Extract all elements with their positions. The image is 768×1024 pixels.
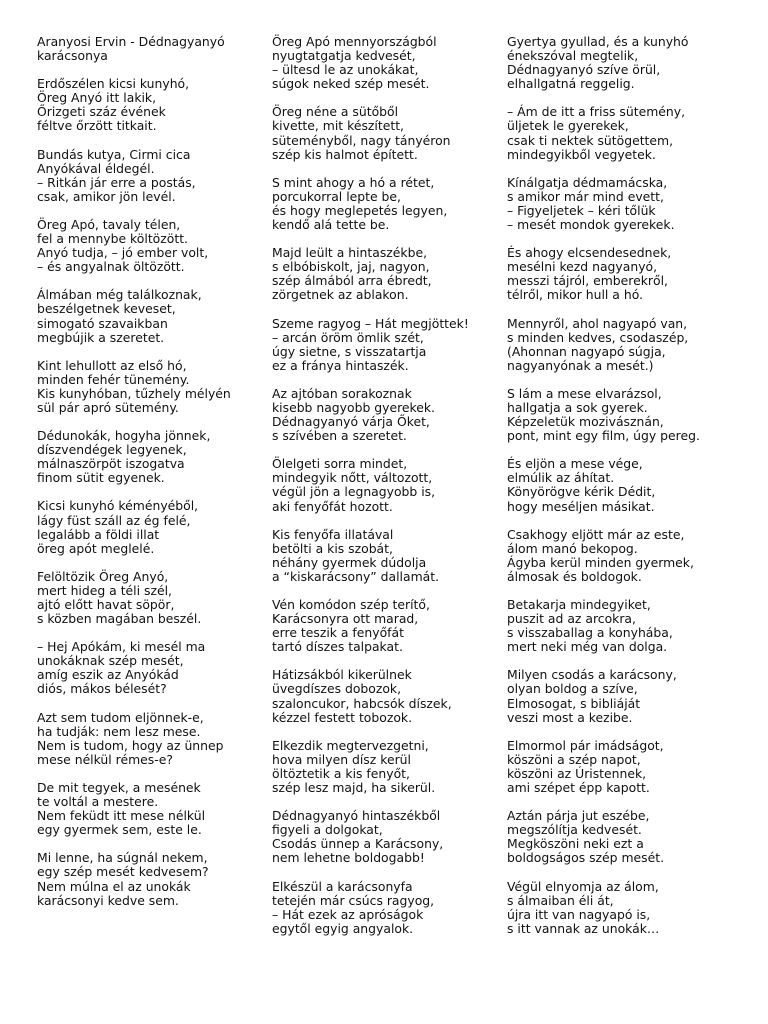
verse-line: minden fehér tünemény. [37, 371, 190, 387]
verse-line: Mennyről, ahol nagyapó van, [507, 315, 688, 331]
verse-line: puszit ad az arcokra, [507, 611, 636, 627]
verse-line: unokáknak szép mesét, [37, 653, 184, 669]
poem-title-line: Aranyosi Ervin - Dédnagyanyó [37, 34, 225, 49]
verse-line: mesélni kezd nagyanyó, [507, 259, 658, 275]
verse-line: kisebb nagyobb gyerekek. [272, 399, 435, 415]
verse-line: diós, mákos bélesét? [37, 681, 167, 697]
stanza [272, 387, 497, 443]
verse-line: erre teszik a fenyőfát [272, 625, 404, 641]
verse-line: tartó díszes talpakat. [272, 639, 403, 655]
verse-line: málnaszörpöt iszogatva [37, 456, 185, 472]
verse-line: szép álmából arra ébredt, [272, 273, 432, 289]
verse-line: – arcán öröm ömlik szét, [272, 329, 424, 345]
verse-line: kivette, mit készített, [272, 118, 404, 134]
verse-line: mert hideg a téli szél, [37, 582, 172, 598]
stanza [37, 781, 262, 837]
poem-title [37, 35, 262, 63]
stanza [507, 246, 732, 302]
verse-line: Milyen csodás a karácsony, [507, 667, 677, 683]
verse-line: elmúlik az áhítat. [507, 470, 615, 486]
verse-line: szép lesz majd, ha sikerül. [272, 780, 436, 796]
verse-line: féltve őrzött titkait. [37, 118, 157, 134]
verse-line: mese nélkül rémes-e? [37, 751, 173, 767]
verse-line: Álmában még találkoznak, [37, 287, 202, 303]
verse-line: hova milyen dísz kerül [272, 751, 411, 767]
verse-line: köszöni az Úristennek, [507, 765, 647, 781]
verse-line: és hogy meglepetés legyen, [272, 202, 448, 218]
verse-line: aki fenyőfát hozott. [272, 498, 393, 514]
stanza [507, 528, 732, 584]
stanza [272, 880, 497, 936]
verse-line: s álmaiban éli át, [507, 892, 614, 908]
verse-line: a “kiskarácsony” dallamát. [272, 568, 440, 584]
verse-line: Csodás ünnep a Karácsony, [272, 836, 444, 852]
stanza [507, 387, 732, 443]
verse-line: s minden kedves, csodaszép, [507, 329, 689, 345]
stanza [272, 739, 497, 795]
verse-line: Dédnagyanyó szíve örül, [507, 62, 661, 78]
verse-line: Dédunokák, hogyha jönnek, [37, 428, 211, 444]
verse-line: Az ajtóban sorakoznak [272, 385, 412, 401]
verse-line: Bundás kutya, Cirmi cica [37, 146, 191, 162]
stanza [37, 499, 262, 555]
verse-line: végül jön a legnagyobb is, [272, 484, 436, 500]
verse-line: ajtó előtt havat söpör, [37, 597, 175, 612]
stanza [507, 35, 732, 91]
verse-line: – Hát ezek az apróságok [272, 906, 424, 922]
verse-line: Öreg Apó, tavaly télen, [37, 216, 181, 232]
verse-line: ha tudják: nem lesz mese. [37, 723, 201, 739]
verse-line: s amikor már mind evett, [507, 188, 664, 204]
verse-line: Csakhogy eljött már az este, [507, 526, 685, 542]
verse-line: egy gyermek sem, este le. [37, 822, 202, 838]
verse-line: messzi tájról, emberekről, [507, 273, 668, 289]
verse-line: Öreg Apó mennyországból [272, 34, 437, 49]
stanza [272, 317, 497, 373]
verse-line: S lám a mese elvarázsol, [507, 385, 662, 401]
verse-line: Kint lehullott az első hó, [37, 357, 187, 373]
verse-line: – mesét mondok gyerekek. [507, 217, 675, 233]
stanza [507, 880, 732, 936]
stanza [507, 809, 732, 865]
verse-line: sül pár apró sütemény. [37, 399, 179, 415]
verse-line: karácsonyi kedve sem. [37, 892, 179, 908]
stanza [37, 288, 262, 344]
stanza [37, 570, 262, 626]
verse-line: – Ritkán jár erre a postás, [37, 174, 196, 190]
verse-line: elhallgatná reggelig. [507, 76, 635, 92]
verse-line: Mi lenne, ha súgnál nekem, [37, 850, 208, 866]
verse-line: Szeme ragyog – Hát megjöttek! [272, 315, 469, 331]
stanza [272, 598, 497, 654]
verse-line: Megköszöni neki ezt a [507, 836, 644, 852]
verse-line: boldogságos szép mesét. [507, 850, 665, 866]
verse-line: télről, mikor hull a hó. [507, 287, 643, 303]
stanza [37, 851, 262, 907]
verse-line: porcukorral lepte be, [272, 188, 401, 204]
stanza [37, 359, 262, 415]
verse-line: csak ti nektek sütögettem, [507, 132, 674, 148]
verse-line: finom sütit egyenek. [37, 470, 165, 486]
verse-line: Elmormol pár imádságot, [507, 737, 664, 753]
verse-line: mindegyikből vegyetek. [507, 146, 656, 162]
stanza [272, 35, 497, 91]
verse-line: egytől egyig angyalok. [272, 920, 414, 936]
verse-line: díszvendégek legyenek, [37, 442, 187, 458]
verse-line: Vén komódon szép terítő, [272, 597, 430, 612]
verse-line: Kínálgatja dédmamácska, [507, 174, 668, 190]
verse-line: süteményből, nagy tányéron [272, 132, 451, 148]
stanza [37, 429, 262, 485]
verse-line: csak, amikor jön levél. [37, 188, 176, 204]
verse-line: Azt sem tudom eljönnek-e, [37, 709, 204, 725]
verse-line: beszélgetnek keveset, [37, 301, 176, 317]
verse-line: s visszaballag a konyhába, [507, 625, 673, 641]
verse-line: üvegdíszes dobozok, [272, 681, 402, 697]
verse-line: Nem is tudom, hogy az ünnep [37, 737, 224, 753]
verse-line: úgy sietne, s visszatartja [272, 343, 427, 359]
verse-line: szaloncukor, habcsók díszek, [272, 695, 452, 711]
verse-line: De mit tegyek, a mesének [37, 779, 201, 795]
verse-line: legalább a földi illat [37, 526, 160, 542]
verse-line: (Ahonnan nagyapó súgja, [507, 343, 666, 359]
poem-column-2 [272, 35, 497, 950]
verse-line: betölti a kis szobát, [272, 540, 393, 556]
verse-line: Végül elnyomja az álom, [507, 878, 659, 894]
verse-line: Dédnagyanyó várja Őket, [272, 414, 430, 430]
verse-line: Anyó tudja, – jó ember volt, [37, 245, 209, 261]
verse-line: s közben magában beszél. [37, 611, 202, 627]
verse-line: Könyörögve kérik Dédit, [507, 484, 656, 500]
stanza [507, 457, 732, 513]
verse-line: amíg eszik az Anyókád [37, 667, 179, 683]
verse-line: Öreg Anyó itt lakik, [37, 90, 157, 106]
verse-line: szép kis halmot épített. [272, 146, 418, 162]
verse-line: újra itt van nagyapó is, [507, 906, 651, 922]
stanza [272, 176, 497, 232]
verse-line: És eljön a mese vége, [507, 456, 643, 472]
verse-line: Gyertya gyullad, és a kunyhó [507, 34, 689, 49]
verse-line: nyugtatgatja kedvesét, [272, 48, 416, 64]
stanza [37, 640, 262, 696]
verse-line: Nem múlna el az unokák [37, 878, 191, 894]
verse-line: mindegyik nőtt, változott, [272, 470, 433, 486]
verse-line: nem lehetne boldogabb! [272, 850, 425, 866]
stanza [272, 457, 497, 513]
verse-line: Elkezdik megtervezgetni, [272, 737, 429, 753]
verse-line: néhány gyermek dúdolja [272, 554, 427, 570]
verse-line: Kicsi kunyhó kéményéből, [37, 498, 199, 514]
verse-line: megszólítja kedvesét. [507, 822, 642, 838]
verse-line: figyeli a dolgokat, [272, 822, 383, 838]
stanza [37, 77, 262, 133]
verse-line: ez a fránya hintaszék. [272, 357, 409, 373]
stanza [507, 668, 732, 724]
verse-line: Ölelgeti sorra mindet, [272, 456, 408, 472]
verse-line: ami szépet épp kapott. [507, 780, 650, 796]
verse-line: pont, mint egy film, úgy pereg. [507, 428, 700, 444]
stanza [507, 176, 732, 232]
verse-line: s elbóbiskolt, jaj, nagyon, [272, 259, 430, 275]
verse-line: fel a mennybe költözött. [37, 231, 188, 247]
verse-line: lágy füst száll az ég felé, [37, 512, 191, 528]
verse-line: álmosak és boldogok. [507, 568, 642, 584]
verse-line: Elmosogat, s bibliáját [507, 695, 641, 711]
verse-line: – ültesd le az unokákat, [272, 62, 419, 78]
verse-line: Hátizsákból kikerülnek [272, 667, 412, 683]
verse-line: Betakarja mindegyiket, [507, 597, 651, 612]
poem-title-line: karácsonya [37, 48, 108, 64]
verse-line: Kis kunyhóban, tűzhely mélyén [37, 385, 231, 401]
verse-line: Anyókával éldegél. [37, 160, 155, 176]
verse-line: Ágyba kerül minden gyermek, [507, 554, 694, 570]
verse-line: Őrizgeti száz évének [37, 104, 166, 120]
stanza [272, 246, 497, 302]
verse-line: öltöztetik a kis fenyőt, [272, 765, 410, 781]
stanza [507, 739, 732, 795]
poem-column-1 [37, 35, 262, 922]
verse-line: üljetek le gyerekek, [507, 118, 629, 134]
verse-line: Kis fenyőfa illatával [272, 526, 394, 542]
verse-line: kézzel festett tobozok. [272, 709, 413, 725]
verse-line: Majd leült a hintaszékbe, [272, 245, 428, 261]
verse-line: tetején már csúcs ragyog, [272, 892, 435, 908]
poem-column-3 [507, 35, 732, 950]
verse-line: kendő alá tette be. [272, 217, 390, 233]
verse-line: simogató szavaikban [37, 315, 168, 331]
verse-line: Öreg néne a sütőből [272, 104, 399, 120]
verse-line: egy szép mesét kedvesem? [37, 864, 209, 880]
verse-line: s itt vannak az unokák… [507, 920, 660, 936]
verse-line: – Hej Apókám, ki mesél ma [37, 639, 206, 655]
stanza [507, 598, 732, 654]
verse-line: Elkészül a karácsonyfa [272, 878, 413, 894]
verse-line: veszi most a kezibe. [507, 709, 633, 725]
verse-line: – Figyeljetek – kéri tőlük [507, 202, 656, 218]
verse-line: Erdőszélen kicsi kunyhó, [37, 76, 190, 92]
verse-line: olyan boldog a szíve, [507, 681, 638, 697]
verse-line: megbújik a szeretet. [37, 329, 165, 345]
stanza [272, 528, 497, 584]
verse-line: zörgetnek az ablakon. [272, 287, 409, 303]
stanza [507, 317, 732, 373]
verse-line: hallgatja a sok gyerek. [507, 399, 648, 415]
verse-line: Aztán párja jut eszébe, [507, 808, 650, 824]
verse-line: nagyanyónak a mesét.) [507, 357, 654, 373]
verse-line: mert neki még van dolga. [507, 639, 668, 655]
stanza [507, 105, 732, 161]
verse-line: S mint ahogy a hó a rétet, [272, 174, 435, 190]
verse-line: Képzeletük mozivásznán, [507, 414, 664, 430]
verse-line: Nem feküdt itt mese nélkül [37, 808, 206, 824]
stanza [272, 668, 497, 724]
verse-line: álom manó bekopog. [507, 540, 638, 556]
verse-line: Dédnagyanyó hintaszékből [272, 808, 441, 824]
stanza [37, 218, 262, 274]
verse-line: köszöni a szép napot, [507, 751, 641, 767]
stanza [272, 809, 497, 865]
verse-line: hogy meséljen másikat. [507, 498, 655, 514]
verse-line: – Ám de itt a friss sütemény, [507, 104, 686, 120]
verse-line: Karácsonyra ott marad, [272, 611, 419, 627]
verse-line: Felöltözik Öreg Anyó, [37, 568, 169, 584]
verse-line: súgok neked szép mesét. [272, 76, 430, 92]
stanza [272, 105, 497, 161]
stanza [37, 711, 262, 767]
verse-line: te voltál a mestere. [37, 794, 159, 810]
verse-line: – és angyalnak öltözött. [37, 259, 185, 275]
verse-line: s szívében a szeretet. [272, 428, 407, 444]
verse-line: öreg apót meglelé. [37, 540, 155, 556]
verse-line: És ahogy elcsendesednek, [507, 245, 672, 261]
verse-line: énekszóval megtelik, [507, 48, 639, 64]
stanza [37, 148, 262, 204]
